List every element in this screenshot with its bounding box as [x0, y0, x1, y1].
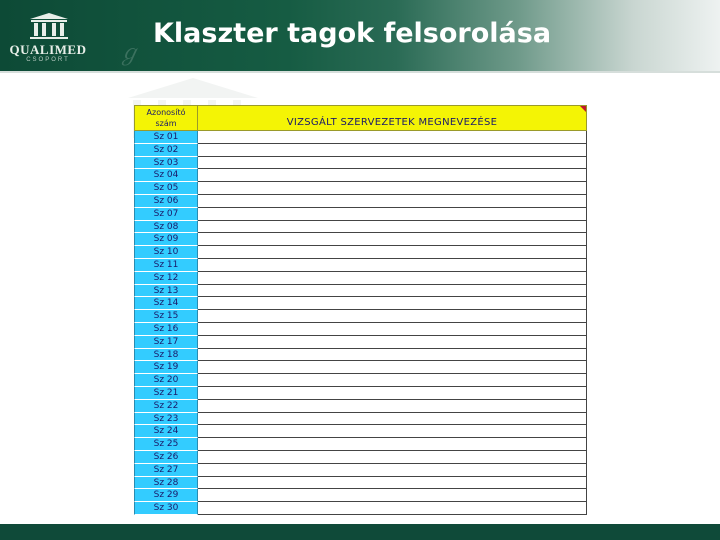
id-cell[interactable]: Sz 10	[134, 246, 198, 259]
temple-icon	[28, 12, 70, 40]
table-row	[134, 157, 587, 170]
table-body	[134, 131, 587, 515]
id-cell[interactable]: Sz 15	[134, 310, 198, 323]
comment-marker-icon	[580, 106, 586, 112]
id-cell[interactable]: Sz 23	[134, 413, 198, 426]
id-cell[interactable]: Sz 19	[134, 361, 198, 374]
table-row	[134, 438, 587, 451]
id-cell[interactable]: Sz 20	[134, 374, 198, 387]
organization-name-cell[interactable]	[198, 221, 587, 234]
table-row	[134, 259, 587, 272]
id-cell[interactable]: Sz 11	[134, 259, 198, 272]
table-row	[134, 489, 587, 502]
table-row	[134, 285, 587, 298]
table-row	[134, 374, 587, 387]
organization-name-cell[interactable]	[198, 195, 587, 208]
table-row	[134, 272, 587, 285]
organization-name-cell[interactable]	[198, 323, 587, 336]
id-cell[interactable]: Sz 21	[134, 387, 198, 400]
id-cell[interactable]: Sz 05	[134, 182, 198, 195]
header-bar	[0, 0, 720, 71]
id-cell[interactable]: Sz 07	[134, 208, 198, 221]
organization-name-cell[interactable]	[198, 157, 587, 170]
members-table	[134, 105, 587, 515]
id-cell[interactable]: Sz 18	[134, 349, 198, 362]
organization-name-cell[interactable]	[198, 413, 587, 426]
table-row	[134, 477, 587, 490]
organization-name-cell[interactable]	[198, 451, 587, 464]
table-row	[134, 233, 587, 246]
table-row	[134, 208, 587, 221]
id-cell[interactable]: Sz 09	[134, 233, 198, 246]
organization-name-cell[interactable]	[198, 438, 587, 451]
organization-name-cell[interactable]	[198, 400, 587, 413]
id-cell[interactable]: Sz 16	[134, 323, 198, 336]
id-cell[interactable]: Sz 13	[134, 285, 198, 298]
id-cell[interactable]: Sz 14	[134, 297, 198, 310]
table-row	[134, 182, 587, 195]
footer-bar	[0, 524, 720, 540]
id-cell[interactable]: Sz 25	[134, 438, 198, 451]
table-row	[134, 451, 587, 464]
id-cell[interactable]: Sz 17	[134, 336, 198, 349]
table-row	[134, 464, 587, 477]
organization-name-cell[interactable]	[198, 361, 587, 374]
id-cell[interactable]: Sz 30	[134, 502, 198, 515]
organization-name-cell[interactable]	[198, 425, 587, 438]
table-row	[134, 502, 587, 515]
organization-name-cell[interactable]	[198, 144, 587, 157]
organization-name-cell[interactable]	[198, 477, 587, 490]
id-cell[interactable]: Sz 26	[134, 451, 198, 464]
organization-name-cell[interactable]	[198, 297, 587, 310]
id-cell[interactable]: Sz 27	[134, 464, 198, 477]
organization-name-cell[interactable]	[198, 182, 587, 195]
table-row	[134, 349, 587, 362]
id-cell[interactable]: Sz 02	[134, 144, 198, 157]
table-row	[134, 310, 587, 323]
id-cell[interactable]: Sz 08	[134, 221, 198, 234]
header-name-column	[198, 105, 587, 131]
id-cell[interactable]: Sz 03	[134, 157, 198, 170]
table-row	[134, 221, 587, 234]
header-name-label: VIZSGÁLT SZERVEZETEK MEGNEVEZÉSE	[286, 117, 498, 128]
qualimed-logo	[8, 12, 88, 66]
organization-name-cell[interactable]	[198, 349, 587, 362]
decorative-script: ℊ	[118, 41, 141, 66]
table-row	[134, 425, 587, 438]
organization-name-cell[interactable]	[198, 259, 587, 272]
organization-name-cell[interactable]	[198, 233, 587, 246]
header-id-column: Azonosító szám	[134, 105, 198, 131]
organization-name-cell[interactable]	[198, 208, 587, 221]
organization-name-cell[interactable]	[198, 169, 587, 182]
organization-name-cell[interactable]	[198, 387, 587, 400]
organization-name-cell[interactable]	[198, 374, 587, 387]
organization-name-cell[interactable]	[198, 131, 587, 144]
organization-name-cell[interactable]	[198, 336, 587, 349]
id-cell[interactable]: Sz 22	[134, 400, 198, 413]
header-divider	[0, 71, 720, 73]
table-row	[134, 195, 587, 208]
organization-name-cell[interactable]	[198, 502, 587, 515]
logo-subtitle: CSOPORT	[26, 57, 70, 63]
id-cell[interactable]: Sz 29	[134, 489, 198, 502]
logo-wordmark: QUALIMED	[9, 42, 87, 57]
id-cell[interactable]: Sz 28	[134, 477, 198, 490]
id-cell[interactable]: Sz 12	[134, 272, 198, 285]
id-cell[interactable]: Sz 24	[134, 425, 198, 438]
id-cell[interactable]: Sz 04	[134, 169, 198, 182]
organization-name-cell[interactable]	[198, 285, 587, 298]
organization-name-cell[interactable]	[198, 246, 587, 259]
id-cell[interactable]: Sz 06	[134, 195, 198, 208]
table-row	[134, 336, 587, 349]
table-row	[134, 361, 587, 374]
table-header-row	[134, 105, 587, 131]
organization-name-cell[interactable]	[198, 310, 587, 323]
page-title: Klaszter tagok felsorolása	[153, 18, 552, 49]
organization-name-cell[interactable]	[198, 464, 587, 477]
table-row	[134, 131, 587, 144]
table-row	[134, 413, 587, 426]
table-row	[134, 387, 587, 400]
table-row	[134, 246, 587, 259]
table-row	[134, 144, 587, 157]
table-row	[134, 169, 587, 182]
table-row	[134, 323, 587, 336]
id-cell[interactable]: Sz 01	[134, 131, 198, 144]
table-row	[134, 297, 587, 310]
organization-name-cell[interactable]	[198, 272, 587, 285]
table-row	[134, 400, 587, 413]
organization-name-cell[interactable]	[198, 489, 587, 502]
